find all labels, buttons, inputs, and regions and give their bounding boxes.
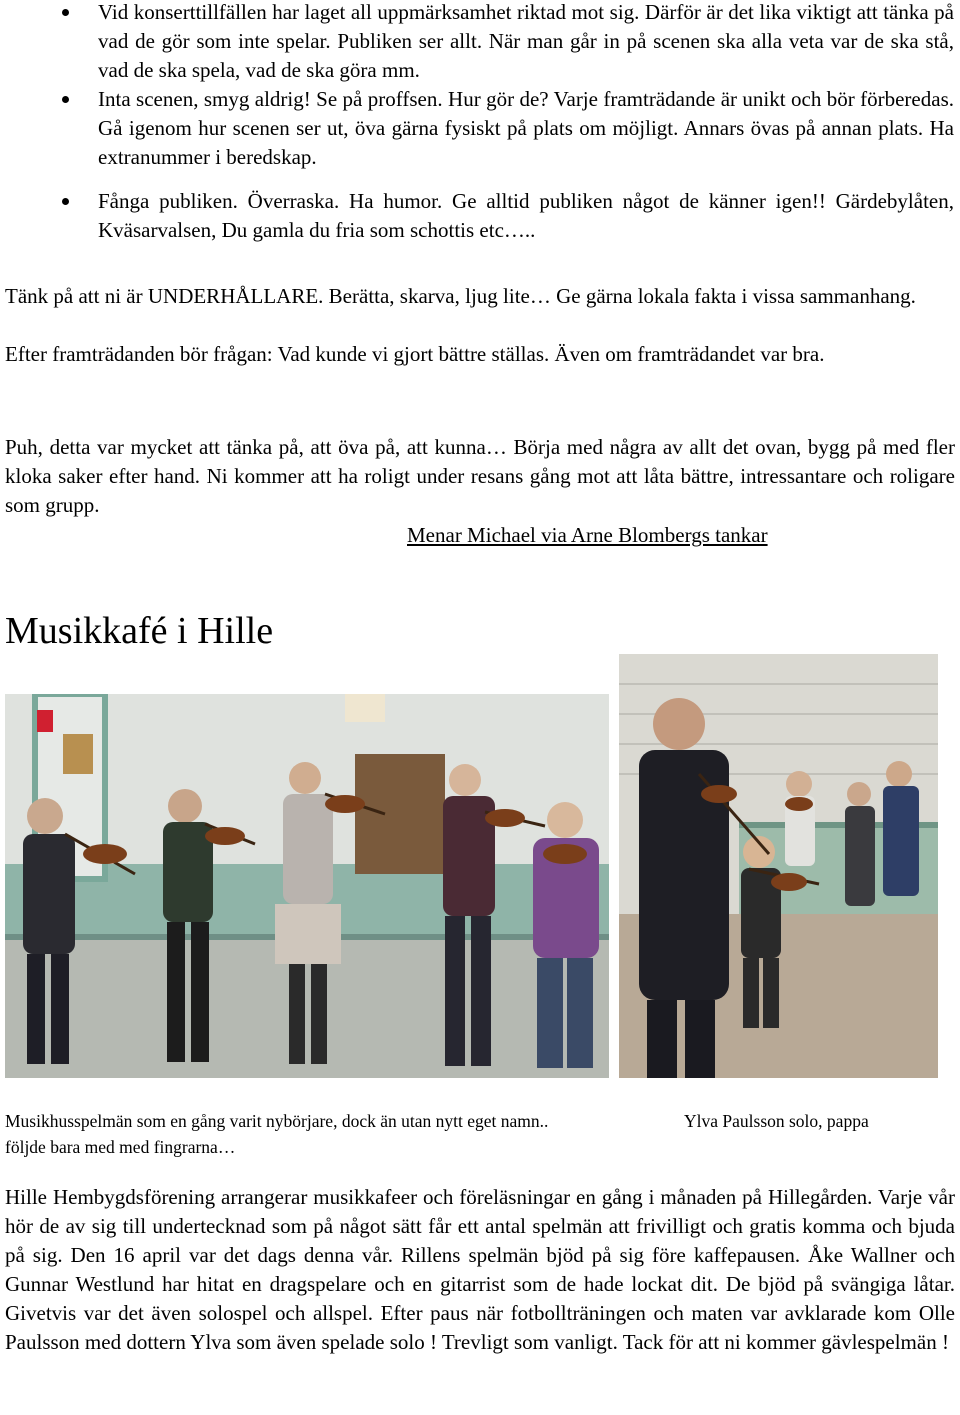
list-item-text: Inta scenen, smyg aldrig! Se på proffsen. Hur gör de? Varje framträdande är unikt och bör förberedas. Gå igenom hur scenen ser ut, öva gärna fysiskt på plats om möjligt. Annars övas på annan plats. Ha extranummer i beredskap. <box>98 87 954 169</box>
caption-left-line2: följde bara med med fingrarna… <box>5 1137 236 1157</box>
bullet-icon <box>62 198 69 205</box>
signature: Menar Michael via Arne Blombergs tankar <box>407 523 768 547</box>
paragraph-efter-framtradanden: Efter framträdanden bör frågan: Vad kunde vi gjort bättre ställas. Även om framträdandet var bra. <box>5 342 825 366</box>
bullet-icon <box>62 9 69 16</box>
caption-left-line1: Musikhusspelmän som en gång varit nybörjare, dock än utan nytt eget namn.. <box>5 1111 549 1131</box>
list-item <box>0 0 960 85</box>
list-item-text: Vid konserttillfällen har laget all uppmärksamhet riktad mot sig. Därför är det lika viktigt att tänka på vad de gör som inte spelar. Publiken ser allt. När man går in på scenen ska alla veta var de ska stå, vad de ska spela, vad de ska göra mm. <box>98 0 954 82</box>
paragraph-underhallare: Tänk på att ni är UNDERHÅLLARE. Berätta, skarva, ljug lite… Ge gärna lokala fakta i vissa sammanhang. <box>5 284 916 308</box>
caption-right: Ylva Paulsson solo, pappa <box>684 1111 869 1131</box>
photo-ylva-solo <box>619 654 938 1078</box>
list-item-text: Fånga publiken. Överraska. Ha humor. Ge alltid publiken något de känner igen!! Gärdebylåten, Kväsarvalsen, Du gamla du fria som schottis etc….. <box>98 189 954 242</box>
paragraph-article: Hille Hembygdsförening arrangerar musikkafeer och föreläsningar en gång i månaden på Hillegården. Varje vår hör de av sig till undertecknad som på något sätt får ett antal spelmän att frivilligt och gratis komma och bjuda på sig. Den 16 april var det dags denna vår. Rillens spelmän bjöd på sig före kaffepausen. Åke Wallner och Gunnar Westlund har hitat en dragspelare och en gitarrist som de hade lockat dit. De bjöd på svängiga låtar. Givetvis var det även solospel och allspel. Efter paus när fotbollträningen och maten var avklarade kom Olle Paulsson med dottern Ylva som även spelade solo ! Trevligt som vanligt. Tack för att ni kommer gävlespelmän ! <box>5 1185 955 1354</box>
list-item <box>0 85 960 172</box>
bullet-icon <box>62 96 69 103</box>
section-heading: Musikkafé i Hille <box>5 610 274 652</box>
list-item <box>0 187 960 245</box>
photo-group-fiddlers <box>5 694 609 1078</box>
tips-list <box>0 0 960 245</box>
paragraph-puh: Puh, detta var mycket att tänka på, att öva på, att kunna… Börja med några av allt det ovan, bygg på med fler kloka saker efter hand. Ni kommer att ha roligt under resans gång mot att låta bättre, intressantare och roligare som grupp. <box>5 435 955 517</box>
